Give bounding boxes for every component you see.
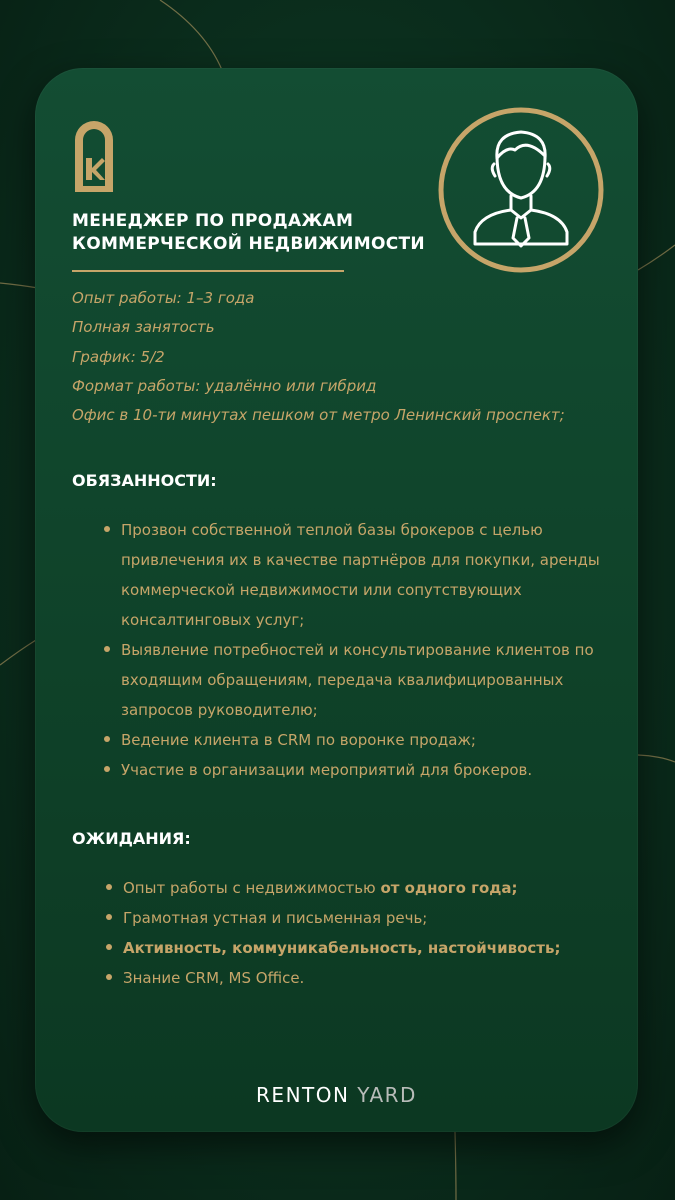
expectation-highlight: от одного года;	[380, 879, 518, 897]
duty-text: Выявление потребностей и консультирование клиентов по входящим обращениям, передача квалифицированных запросов руководителю;	[121, 641, 594, 719]
list-item	[105, 873, 635, 903]
conditions-list	[72, 284, 632, 430]
brand-wordmark	[35, 1083, 638, 1107]
condition-schedule: График: 5/2	[72, 347, 165, 366]
condition-experience: Опыт работы: 1–3 года	[72, 289, 255, 307]
duty-text: Прозвон собственной теплой базы брокеров с целью привлечения их в качестве партнёров для покупки, аренды коммерческой недвижимости или сопутствующих консалтинговых услуг;	[121, 521, 600, 629]
bullet-icon	[106, 884, 112, 890]
vacancy-title-line-1: МЕНЕДЖЕР ПО ПРОДАЖАМ	[72, 211, 354, 231]
brand-part-2: YARD	[349, 1083, 417, 1107]
bullet-icon	[104, 766, 110, 772]
renton-yard-logo-icon	[73, 120, 115, 194]
list-item	[103, 755, 623, 785]
brand-part-1: RENTON	[256, 1083, 350, 1107]
expectations-list	[105, 873, 635, 993]
duties-heading: ОБЯЗАННОСТИ:	[72, 471, 217, 490]
bullet-icon	[106, 944, 112, 950]
expectation-text: Опыт работы с недвижимостью	[123, 879, 381, 897]
bullet-icon	[106, 914, 112, 920]
condition-office: Офис в 10-ти минутах пешком от метро Ленинский проспект;	[72, 406, 565, 425]
title-divider	[72, 270, 344, 272]
bullet-icon	[104, 526, 110, 532]
list-item	[103, 635, 623, 725]
bullet-icon	[106, 974, 112, 980]
condition-employment: Полная занятость	[72, 318, 215, 337]
list-item	[103, 725, 623, 755]
condition-format: Формат работы: удалённо или гибрид	[72, 376, 377, 395]
duty-text: Участие в организации мероприятий для брокеров.	[121, 761, 533, 779]
duty-text: Ведение клиента в CRM по воронке продаж;	[121, 731, 476, 749]
list-item	[103, 515, 623, 635]
list-item	[105, 933, 635, 963]
bullet-icon	[104, 646, 110, 652]
expectation-text: Знание CRM, MS Office.	[123, 969, 305, 987]
expectations-heading: ОЖИДАНИЯ:	[72, 829, 191, 848]
list-item	[105, 903, 635, 933]
duties-list	[103, 515, 623, 785]
vacancy-title-line-2: КОММЕРЧЕСКОЙ НЕДВИЖИМОСТИ	[72, 234, 425, 254]
expectation-text: Активность, коммуникабельность, настойчивость;	[123, 939, 561, 957]
expectation-text: Грамотная устная и письменная речь;	[123, 909, 428, 927]
vacancy-card	[35, 68, 638, 1132]
bullet-icon	[104, 736, 110, 742]
list-item	[105, 963, 635, 993]
vacancy-title	[72, 210, 472, 256]
